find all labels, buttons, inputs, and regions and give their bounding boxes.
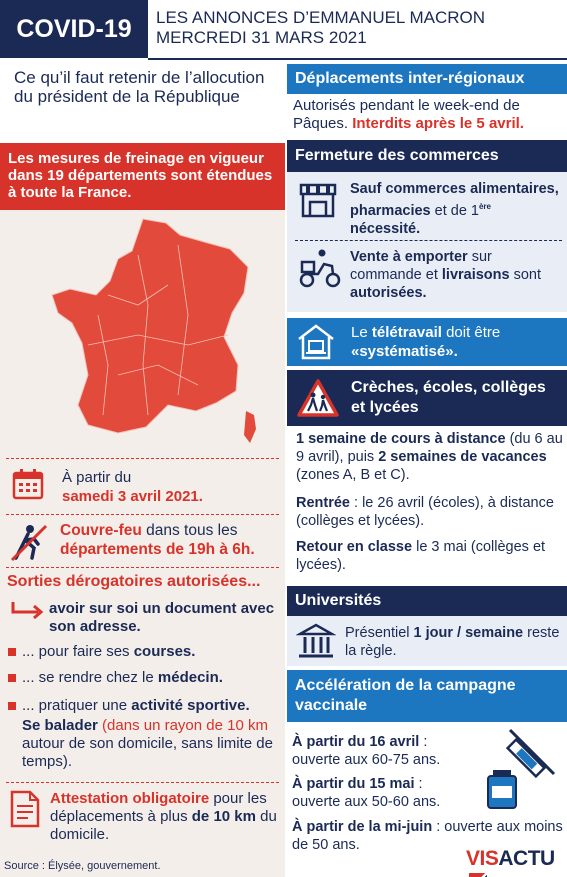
commerces-sup: ère bbox=[478, 202, 491, 211]
date-prefix: À partir du bbox=[62, 469, 132, 486]
commerces-main: Sauf commerces alimentaires, pharmacies bbox=[350, 181, 559, 219]
rentree-detail: : le 26 avril (écoles), à distance (collèges et lycées). bbox=[296, 495, 554, 529]
school-crossing-icon bbox=[296, 378, 340, 418]
cours-text bbox=[296, 430, 564, 484]
cours-dates: (du 6 au 9 avril), puis bbox=[296, 431, 563, 465]
teletravail-mid: doit être bbox=[441, 324, 501, 341]
vaccination-title: Accélération de la campagne vaccinale bbox=[295, 677, 516, 714]
bullet-icon bbox=[8, 648, 16, 656]
divider bbox=[6, 458, 279, 459]
document-icon bbox=[10, 790, 40, 828]
creches-title: Crèches, écoles, collèges et lycées bbox=[351, 379, 546, 416]
sortie-courses bbox=[22, 643, 284, 661]
couvre-feu-label: Couvre-feu bbox=[60, 522, 142, 539]
freinage-banner: Les mesures de freinage en vigueur dans 19 départements sont étendues à toute la France. bbox=[0, 143, 285, 210]
delivery-scooter-icon bbox=[298, 248, 342, 288]
sortie-sport-text: ... pratiquer une bbox=[22, 697, 132, 714]
sorties-title: Sorties dérogatoires autorisées... bbox=[7, 573, 261, 590]
shop-icon bbox=[298, 182, 338, 220]
logo-actu: ACTU bbox=[498, 847, 555, 870]
retour-detail: le 3 mai (collèges et lycées). bbox=[296, 539, 546, 573]
vente-sont: sont bbox=[509, 267, 542, 283]
header-line1: LES ANNONCES D’EMMANUEL MACRON bbox=[156, 8, 486, 27]
sortie-balader-text: autour de son domicile, sans limite de temps). bbox=[22, 735, 273, 770]
attestation-text bbox=[50, 790, 282, 844]
vaccination-bar bbox=[287, 670, 567, 722]
home-office-icon bbox=[296, 323, 336, 361]
divider bbox=[6, 567, 279, 568]
header-line2: MERCREDI 31 MARS 2021 bbox=[156, 28, 367, 47]
universites-text bbox=[345, 624, 563, 660]
teletravail-bold: télétravail bbox=[371, 324, 442, 341]
curfew-walker-icon bbox=[8, 522, 48, 562]
deplacements-forbidden: Interdits après le 5 avril. bbox=[352, 115, 524, 132]
vacc2-detail: : ouverte aux 50-60 ans. bbox=[292, 776, 441, 810]
sortie-sport-bold: activité sportive. bbox=[131, 697, 250, 714]
vacc1-date: À partir du 16 avril bbox=[292, 734, 420, 750]
teletravail-le: Le bbox=[351, 324, 372, 341]
source-credit: Source : Élysée, gouvernement. bbox=[4, 860, 161, 872]
sortie-courses-text: ... pour faire ses bbox=[22, 643, 134, 660]
deplacements-allowed: Autorisés pendant le week-end de Pâques. bbox=[293, 97, 520, 132]
divider bbox=[6, 514, 279, 515]
teletravail-text bbox=[351, 323, 500, 361]
universites-bar bbox=[287, 586, 567, 616]
header-title bbox=[156, 8, 561, 48]
couvre-feu-mid: dans tous les bbox=[141, 522, 238, 539]
univ-presentiel: Présentiel bbox=[345, 625, 414, 641]
vacc-16-avril bbox=[292, 733, 472, 769]
commerces-title: Fermeture des commerces bbox=[295, 147, 499, 164]
sortie-document: avoir sur soi un document avec son adresse. bbox=[49, 600, 275, 635]
vacc3-date: À partir de la mi-juin bbox=[292, 819, 433, 835]
couvre-feu-text bbox=[60, 521, 282, 559]
vacc1-detail: : ouverte aux 60-75 ans. bbox=[292, 734, 441, 768]
cours-vacances: 2 semaines de vacances bbox=[378, 449, 547, 465]
rentree-text bbox=[296, 494, 564, 530]
date-value: samedi 3 avril 2021. bbox=[62, 488, 203, 505]
deplacements-title: Déplacements inter-régionaux bbox=[295, 70, 525, 87]
vacc2-date: À partir du 15 mai bbox=[292, 776, 415, 792]
retour-label: Retour en classe bbox=[296, 539, 413, 555]
date-text bbox=[62, 468, 282, 506]
sortie-balader-bold: Se balader bbox=[22, 717, 98, 734]
bullet-icon bbox=[8, 674, 16, 682]
vente-text bbox=[350, 248, 562, 302]
sortie-medecin bbox=[22, 669, 284, 687]
arrow-right-icon bbox=[10, 600, 44, 620]
vacc3-detail: : ouverte aux moins de 50 ans. bbox=[292, 819, 563, 853]
sortie-courses-bold: courses. bbox=[133, 643, 196, 660]
vente-mid: sur commande et bbox=[350, 249, 492, 283]
sortie-medecin-text: ... se rendre chez le bbox=[22, 669, 158, 686]
teletravail-systematise: «systématisé». bbox=[351, 343, 458, 360]
attestation-end: du domicile. bbox=[50, 808, 277, 843]
attestation-mid: pour les déplacements à plus bbox=[50, 790, 267, 825]
univ-frequency: 1 jour / semaine bbox=[413, 625, 524, 641]
commerces-prefix: et de 1 bbox=[430, 202, 479, 219]
univ-regle: reste la règle. bbox=[345, 625, 560, 659]
attestation-distance: de 10 km bbox=[191, 808, 256, 825]
retour-text bbox=[296, 538, 564, 574]
vaccine-syringe-icon bbox=[484, 728, 560, 812]
sortie-sport bbox=[22, 697, 284, 715]
logo-vis: VIS bbox=[466, 847, 499, 870]
sortie-medecin-bold: médecin. bbox=[157, 669, 223, 686]
logo-mark-icon bbox=[469, 873, 487, 877]
vente-label: Vente à emporter bbox=[350, 249, 468, 265]
visactu-logo bbox=[466, 847, 567, 877]
deplacements-bar bbox=[287, 64, 567, 94]
rentree-label: Rentrée bbox=[296, 495, 350, 511]
header-rule bbox=[148, 58, 567, 60]
sortie-balader-red: (dans un rayon de 10 km bbox=[97, 717, 268, 734]
france-map-icon bbox=[48, 215, 263, 450]
divider bbox=[295, 240, 562, 241]
vacc-15-mai bbox=[292, 775, 472, 811]
sortie-balader bbox=[22, 717, 284, 771]
covid-badge: COVID-19 bbox=[0, 0, 148, 58]
divider bbox=[6, 782, 279, 783]
commerces-text bbox=[350, 180, 562, 238]
universites-title: Universités bbox=[295, 592, 382, 609]
vente-livraisons: livraisons bbox=[441, 267, 510, 283]
attestation-label: Attestation obligatoire bbox=[50, 790, 210, 807]
bullet-icon bbox=[8, 702, 16, 710]
intro-text: Ce qu’il faut retenir de l’allocution du président de la République bbox=[14, 68, 265, 106]
commerces-bar bbox=[287, 140, 567, 172]
cours-zones: (zones A, B et C). bbox=[296, 467, 410, 483]
commerces-end: nécessité. bbox=[350, 220, 421, 237]
vente-autorisees: autorisées. bbox=[350, 285, 427, 301]
deplacements-text bbox=[293, 97, 565, 133]
calendar-icon bbox=[12, 468, 44, 500]
couvre-feu-hours: départements de 19h à 6h. bbox=[60, 541, 255, 558]
university-building-icon bbox=[296, 622, 336, 660]
cours-distance: 1 semaine de cours à distance bbox=[296, 431, 506, 447]
